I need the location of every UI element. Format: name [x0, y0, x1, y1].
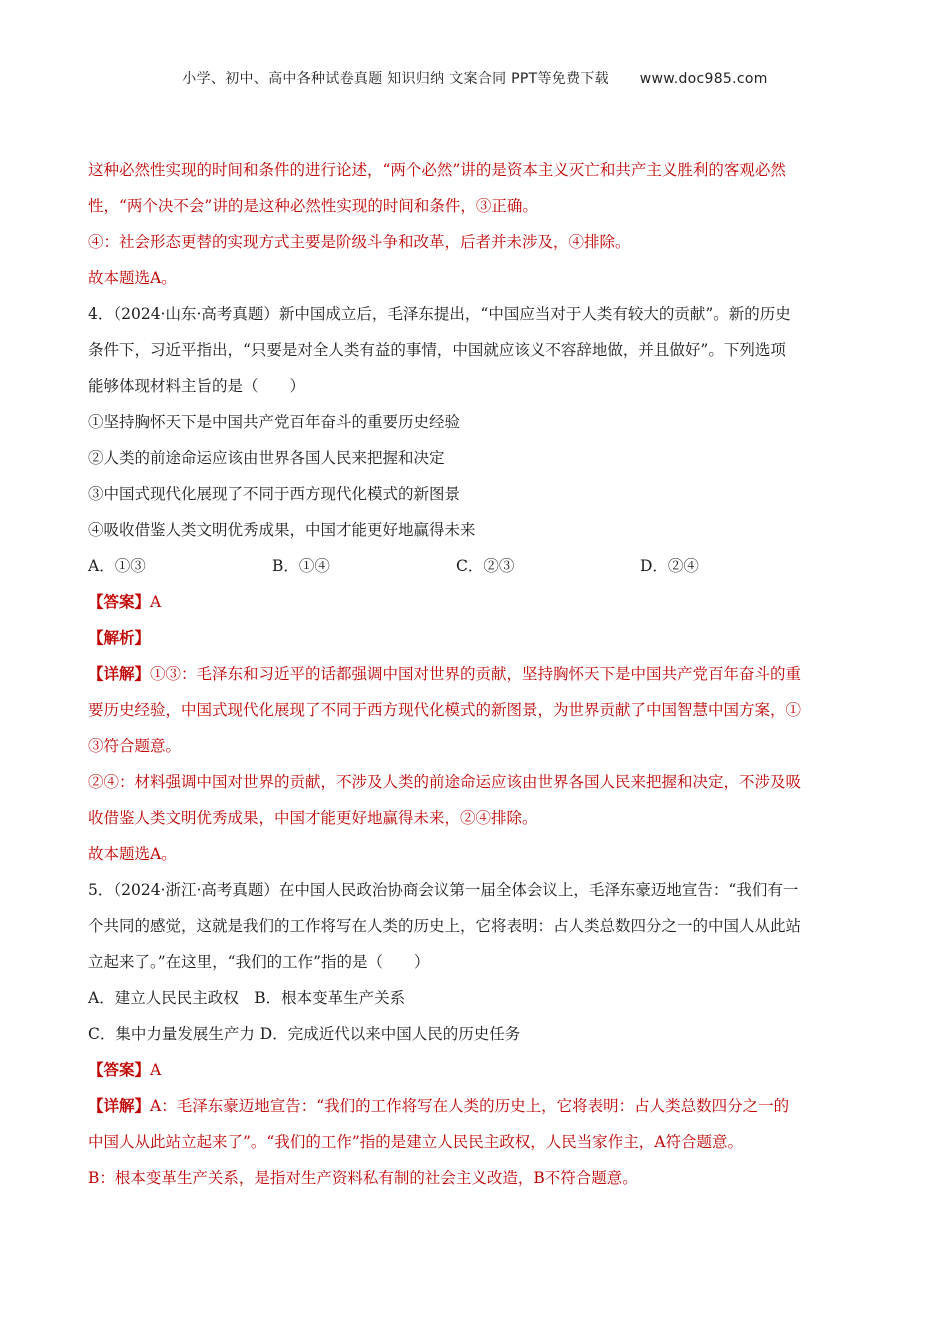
prev-conclusion: 故本题选A。: [88, 269, 177, 287]
q5-detail-line: B：根本变革生产关系，是指对生产资料私有制的社会主义改造，B不符合题意。: [88, 1169, 638, 1187]
q4-option-b: B．①④: [272, 557, 330, 575]
q4-option-c: C．②③: [456, 557, 515, 575]
q4-stem-line: 4．（2024·山东·高考真题）新中国成立后，毛泽东提出，“中国应当对于人类有较大的贡献”。新的历史: [88, 305, 791, 323]
prev-explanation-line: 这种必然性实现的时间和条件的进行论述，“两个必然”讲的是资本主义灭亡和共产主义胜利的客观必然: [88, 161, 786, 179]
q4-item: ①坚持胸怀天下是中国共产党百年奋斗的重要历史经验: [88, 413, 461, 431]
prev-explanation-line: 性，“两个决不会”讲的是这种必然性实现的时间和条件，③正确。: [88, 197, 538, 215]
page-header: [0, 68, 950, 88]
prev-explanation-line: ④：社会形态更替的实现方式主要是阶级斗争和改革，后者并未涉及，④排除。: [88, 233, 631, 251]
q4-item: ③中国式现代化展现了不同于西方现代化模式的新图景: [88, 485, 461, 503]
header-site-url: www.doc985.com: [639, 71, 768, 87]
q4-answer: [88, 584, 860, 620]
q5-detail-line: [88, 1088, 860, 1124]
q5-options-line: A．建立人民民主政权 B．根本变革生产关系: [88, 989, 406, 1007]
q5-stem-line: 立起来了。”在这里，“我们的工作”指的是（ ）: [88, 953, 430, 971]
q5-options-line: C．集中力量发展生产力 D．完成近代以来中国人民的历史任务: [88, 1025, 521, 1043]
q5-answer: [88, 1052, 860, 1088]
answer-value: A: [150, 1061, 162, 1079]
q5-detail-line: 中国人从此站立起来了”。“我们的工作”指的是建立人民民主政权，人民当家作主，A符合题意。: [88, 1133, 743, 1151]
header-title: 小学、初中、高中各种试卷真题 知识归纳 文案合同 PPT等免费下载: [182, 71, 609, 87]
q5-stem-line: 5．（2024·浙江·高考真题）在中国人民政治协商会议第一届全体会议上，毛泽东豪迈地宣告：“我们有一: [88, 881, 799, 899]
q4-detail-line: 收借鉴人类文明优秀成果，中国才能更好地赢得未来，②④排除。: [88, 809, 538, 827]
q4-option-d: D．②④: [640, 557, 699, 575]
q4-detail-line: ③符合题意。: [88, 737, 182, 755]
q4-analysis-heading: [88, 620, 860, 656]
answer-value: A: [150, 593, 162, 611]
q4-item: ②人类的前途命运应该由世界各国人民来把握和决定: [88, 449, 445, 467]
q4-detail-line: 要历史经验，中国式现代化展现了不同于西方现代化模式的新图景，为世界贡献了中国智慧中国方案，①: [88, 701, 802, 719]
q4-option-a: A．①③: [88, 557, 146, 575]
detail-text: ①③：毛泽东和习近平的话都强调中国对世界的贡献，坚持胸怀天下是中国共产党百年奋斗的重: [150, 665, 802, 683]
q4-conclusion: 故本题选A。: [88, 845, 177, 863]
answer-label: 【答案】: [88, 592, 151, 611]
document-body: [88, 152, 860, 1196]
question-4: [88, 296, 860, 872]
q4-stem-line: 能够体现材料主旨的是（ ）: [88, 377, 306, 395]
q4-stem-line: 条件下，习近平指出，“只要是对全人类有益的事情，中国就应该义不容辞地做，并且做好”。下列选项: [88, 341, 786, 359]
q4-detail-line: [88, 656, 860, 692]
analysis-label: 【解析】: [88, 628, 151, 647]
answer-label: 【答案】: [88, 1060, 151, 1079]
q4-detail-line: ②④：材料强调中国对世界的贡献，不涉及人类的前途命运应该由世界各国人民来把握和决定，不涉及吸: [88, 773, 802, 791]
q4-options: [88, 548, 860, 584]
question-5: [88, 872, 860, 1196]
q5-stem-line: 个共同的感觉，这就是我们的工作将写在人类的历史上，它将表明：占人类总数四分之一的中国人从此站: [88, 917, 802, 935]
detail-text: A：毛泽东豪迈地宣告：“我们的工作将写在人类的历史上，它将表明：占人类总数四分之一的: [150, 1097, 790, 1115]
q4-item: ④吸收借鉴人类文明优秀成果，中国才能更好地赢得未来: [88, 521, 476, 539]
detail-label: 【详解】: [88, 1096, 151, 1115]
detail-label: 【详解】: [88, 664, 151, 683]
